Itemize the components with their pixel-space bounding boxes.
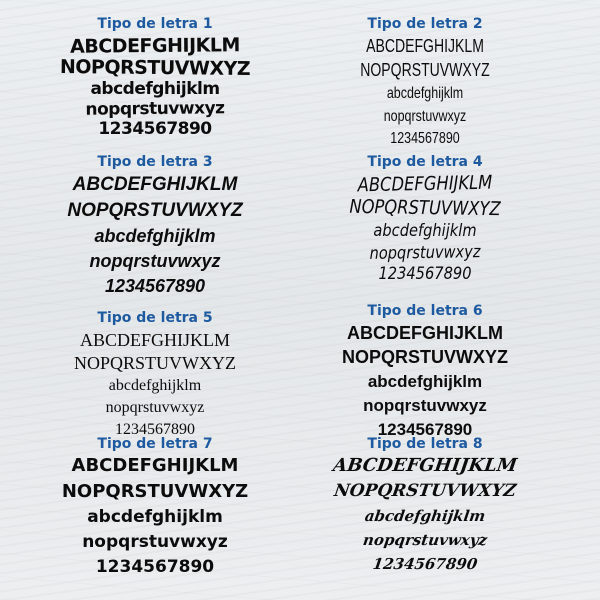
uppercase-a-m: ABCDEFGHIJKLM [79,330,230,350]
font-sample-label: Tipo de letra 5 [97,310,213,326]
uppercase-n-z: NOPQRSTUVWXYZ [332,481,518,501]
digits: 1234567890 [95,557,215,577]
digits: 1234567890 [371,555,479,573]
lowercase-a-m: abcdefghijklm [90,79,220,99]
digits: 1234567890 [98,119,212,139]
uppercase-n-z: NOPQRSTUVWXYZ [74,353,236,373]
uppercase-n-z: NOPQRSTUVWXYZ [341,347,508,367]
digits: 1234567890 [390,130,460,147]
uppercase-a-m: ABCDEFGHIJKLM [366,36,484,56]
digits: 1234567890 [115,421,195,438]
font-sample-label: Tipo de letra 1 [97,16,213,32]
lowercase-n-z: nopqrstuvwxyz [369,242,481,264]
font-sample-label: Tipo de letra 6 [367,303,483,319]
font-sample-label: Tipo de letra 4 [367,154,483,170]
uppercase-a-m: ABCDEFGHIJKLM [72,174,238,195]
uppercase-n-z: NOPQRSTUVWXYZ [59,56,251,80]
font-sample-7 [40,436,270,576]
font-sample-1 [40,16,270,138]
digits: 1234567890 [378,264,472,284]
font-sample-8 [275,436,575,572]
font-sample-2 [275,16,575,147]
lowercase-n-z: nopqrstuvwxyz [361,531,489,549]
font-sample-3 [40,154,270,295]
font-sample-4 [275,154,575,283]
uppercase-a-m: ABCDEFGHIJKLM [71,455,239,476]
uppercase-a-m: ABCDEFGHIJKLM [357,171,493,197]
font-sample-label: Tipo de letra 3 [97,154,213,170]
lowercase-a-m: abcdefghijklm [108,377,202,394]
font-sample-label: Tipo de letra 7 [97,436,213,452]
uppercase-a-m: ABCDEFGHIJKLM [70,34,240,58]
uppercase-a-m: ABCDEFGHIJKLM [347,323,503,343]
lowercase-n-z: nopqrstuvwxyz [85,98,225,120]
uppercase-a-m: ABCDEFGHIJKLM [331,455,519,476]
lowercase-a-m: abcdefghijklm [363,507,487,525]
font-sample-6 [275,303,575,438]
lowercase-a-m: abcdefghijklm [94,226,216,246]
lowercase-a-m: abcdefghijklm [87,507,223,527]
digits: 1234567890 [104,276,206,296]
uppercase-n-z: NOPQRSTUVWXYZ [61,481,249,502]
uppercase-n-z: NOPQRSTUVWXYZ [349,195,501,221]
lowercase-n-z: nopqrstuvwxyz [383,108,467,125]
lowercase-a-m: abcdefghijklm [386,85,464,102]
font-sample-label: Tipo de letra 8 [367,436,483,452]
lowercase-n-z: nopqrstuvwxyz [363,396,487,415]
uppercase-n-z: NOPQRSTUVWXYZ [67,200,243,221]
lowercase-n-z: nopqrstuvwxyz [89,251,221,271]
font-sample-5 [40,310,270,438]
lowercase-n-z: nopqrstuvwxyz [105,399,205,416]
lowercase-a-m: abcdefghijklm [367,372,483,391]
uppercase-n-z: NOPQRSTUVWXYZ [360,60,490,80]
lowercase-a-m: abcdefghijklm [373,221,477,241]
lowercase-n-z: nopqrstuvwxyz [82,532,228,552]
digits: 1234567890 [377,420,473,439]
font-sample-label: Tipo de letra 2 [367,16,483,32]
